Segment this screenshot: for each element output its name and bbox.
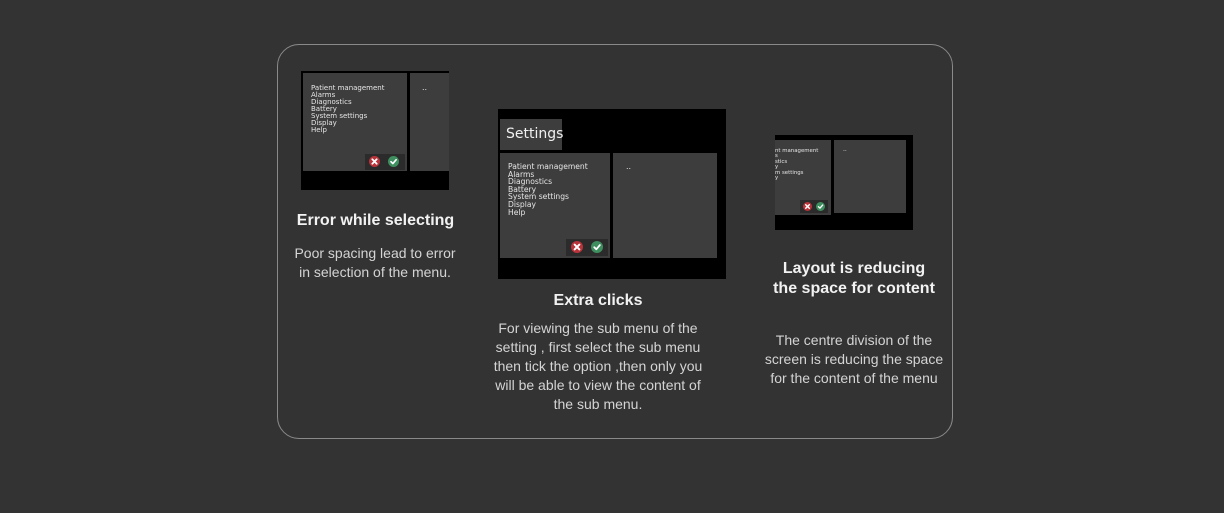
- menu-item[interactable]: Diagnostics: [508, 177, 553, 187]
- action-buttons: [566, 239, 608, 256]
- menu-item[interactable]: m settings: [775, 169, 804, 176]
- menu-item[interactable]: Patient management: [508, 162, 588, 171]
- cancel-button[interactable]: [369, 156, 380, 167]
- cancel-button[interactable]: [571, 241, 583, 253]
- menu-item[interactable]: Battery: [508, 184, 537, 194]
- menu-item[interactable]: Help: [508, 207, 526, 217]
- action-buttons: [365, 154, 405, 170]
- menu-item[interactable]: y: [775, 164, 779, 171]
- confirm-button[interactable]: [816, 202, 825, 211]
- confirm-button[interactable]: [388, 156, 399, 167]
- content-placeholder: ..: [843, 146, 847, 153]
- check-icon: [816, 202, 825, 211]
- menu-item[interactable]: Patient management: [311, 84, 385, 92]
- menu-item[interactable]: Display: [508, 199, 536, 209]
- comparison-card: [277, 44, 953, 439]
- cancel-button[interactable]: [803, 202, 812, 211]
- close-icon: [571, 241, 583, 253]
- menu-item[interactable]: Display: [311, 119, 337, 127]
- check-icon: [388, 156, 399, 167]
- card-heading: Extra clicks: [553, 292, 643, 309]
- menu-item[interactable]: nt management: [775, 148, 819, 154]
- screen-mockup-3: [775, 135, 913, 230]
- card-description: The centre division of the screen is reducing the space for the content of the menu: [764, 332, 944, 386]
- menu-item[interactable]: y: [775, 175, 779, 182]
- menu-panel: [775, 140, 831, 215]
- menu-panel: [303, 73, 407, 171]
- action-buttons: [800, 200, 828, 213]
- content-placeholder: ..: [422, 83, 428, 92]
- card-description: Poor spacing lead to error in selection of the menu.: [294, 245, 456, 280]
- screen-title: Settings: [500, 119, 562, 150]
- close-icon: [803, 202, 812, 211]
- menu-item[interactable]: Diagnostics: [311, 98, 352, 106]
- menu-item[interactable]: System settings: [311, 112, 368, 120]
- confirm-button[interactable]: [591, 241, 603, 253]
- close-icon: [369, 156, 380, 167]
- menu-item[interactable]: Alarms: [311, 91, 336, 99]
- menu-item[interactable]: Help: [311, 126, 327, 134]
- menu-item[interactable]: stics: [775, 158, 788, 165]
- check-icon: [591, 241, 603, 253]
- content-panel: [613, 153, 717, 258]
- menu-item[interactable]: Battery: [311, 105, 337, 113]
- screen-mockup-2: [498, 109, 726, 279]
- menu-item[interactable]: s: [775, 153, 778, 160]
- menu-list: [311, 85, 385, 134]
- card-heading: Error while selecting: [296, 212, 455, 229]
- card-heading: Layout is reducing the space for content: [773, 260, 935, 297]
- menu-list: [775, 149, 818, 181]
- card-description: For viewing the sub menu of the setting , first select the sub menu then tick the option ,then only you will be able to view the content of the sub menu.: [493, 320, 703, 412]
- menu-item[interactable]: System settings: [508, 192, 570, 202]
- menu-list: [508, 163, 588, 216]
- content-panel: [410, 73, 449, 171]
- screen-mockup-1: [301, 71, 449, 190]
- menu-item[interactable]: Alarms: [508, 169, 535, 179]
- menu-panel: [500, 153, 610, 258]
- content-placeholder: ..: [626, 162, 632, 171]
- content-panel: [834, 140, 906, 213]
